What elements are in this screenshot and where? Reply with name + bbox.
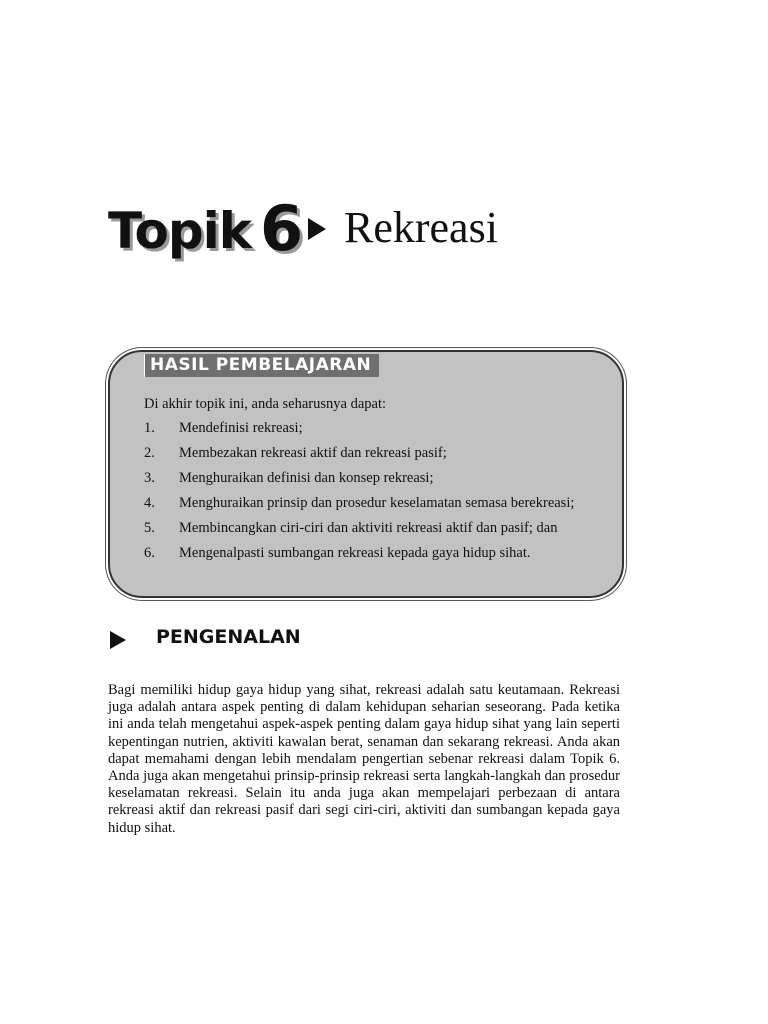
- triangle-right-icon: [110, 631, 126, 649]
- list-item-text: Membezakan rekreasi aktif dan rekreasi pasif;: [179, 445, 447, 461]
- list-item-text: Menghuraikan definisi dan konsep rekreasi;: [179, 470, 434, 486]
- topic-label: Topik: [108, 202, 251, 260]
- learning-outcomes-box: [108, 350, 624, 598]
- triangle-right-icon: [308, 218, 326, 240]
- learning-outcomes-intro: Di akhir topik ini, anda seharusnya dapat:: [144, 396, 387, 412]
- learning-outcomes-list: [144, 420, 604, 570]
- section-title: PENGENALAN: [156, 626, 301, 648]
- list-item-number: 4.: [144, 495, 155, 511]
- list-item-number: 1.: [144, 420, 155, 436]
- intro-paragraph: Bagi memiliki hidup gaya hidup yang sihat, rekreasi adalah satu keutamaan. Rekreasi juga adalah antara aspek penting di dalam kehidupan seharian seseorang. Pada ketika ini anda telah mengetahui aspek-aspek penting dalam gaya hidup sihat yang lain seperti kepentingan nutrien, aktiviti kawalan berat, senaman dan sekarang rekreasi. Anda akan dapat memahami dengan lebih mendalam pengertian sebenar rekreasi dalam Topik 6. Anda juga akan mengetahui prinsip-prinsip rekreasi serta langkah-langkah dan prosedur keselamatan rekreasi. Selain itu anda juga akan mempelajari perbezaan di antara rekreasi aktif dan rekreasi pasif dari segi ciri-ciri, aktiviti dan sumbangan kepada gaya hidup sihat.: [108, 682, 620, 836]
- list-item-number: 2.: [144, 445, 155, 461]
- list-item: [144, 495, 604, 512]
- list-item-text: Menghuraikan prinsip dan prosedur keselamatan semasa berekreasi;: [179, 495, 575, 511]
- list-item: [144, 545, 604, 562]
- list-item: [144, 445, 604, 462]
- list-item-text: Mengenalpasti sumbangan rekreasi kepada gaya hidup sihat.: [179, 545, 531, 561]
- learning-outcomes-header: HASIL PEMBELAJARAN: [144, 354, 379, 377]
- list-item-number: 6.: [144, 545, 155, 561]
- topic-name: Rekreasi: [344, 203, 498, 252]
- topic-number: 6: [260, 192, 304, 265]
- list-item-text: Membincangkan ciri-ciri dan aktiviti rekreasi aktif dan pasif; dan: [179, 520, 558, 536]
- list-item: [144, 470, 604, 487]
- list-item-number: 3.: [144, 470, 155, 486]
- list-item: [144, 420, 604, 437]
- list-item-number: 5.: [144, 520, 155, 536]
- list-item: [144, 520, 604, 537]
- chapter-title: [108, 192, 668, 276]
- section-heading: [108, 626, 608, 656]
- list-item-text: Mendefinisi rekreasi;: [179, 420, 303, 436]
